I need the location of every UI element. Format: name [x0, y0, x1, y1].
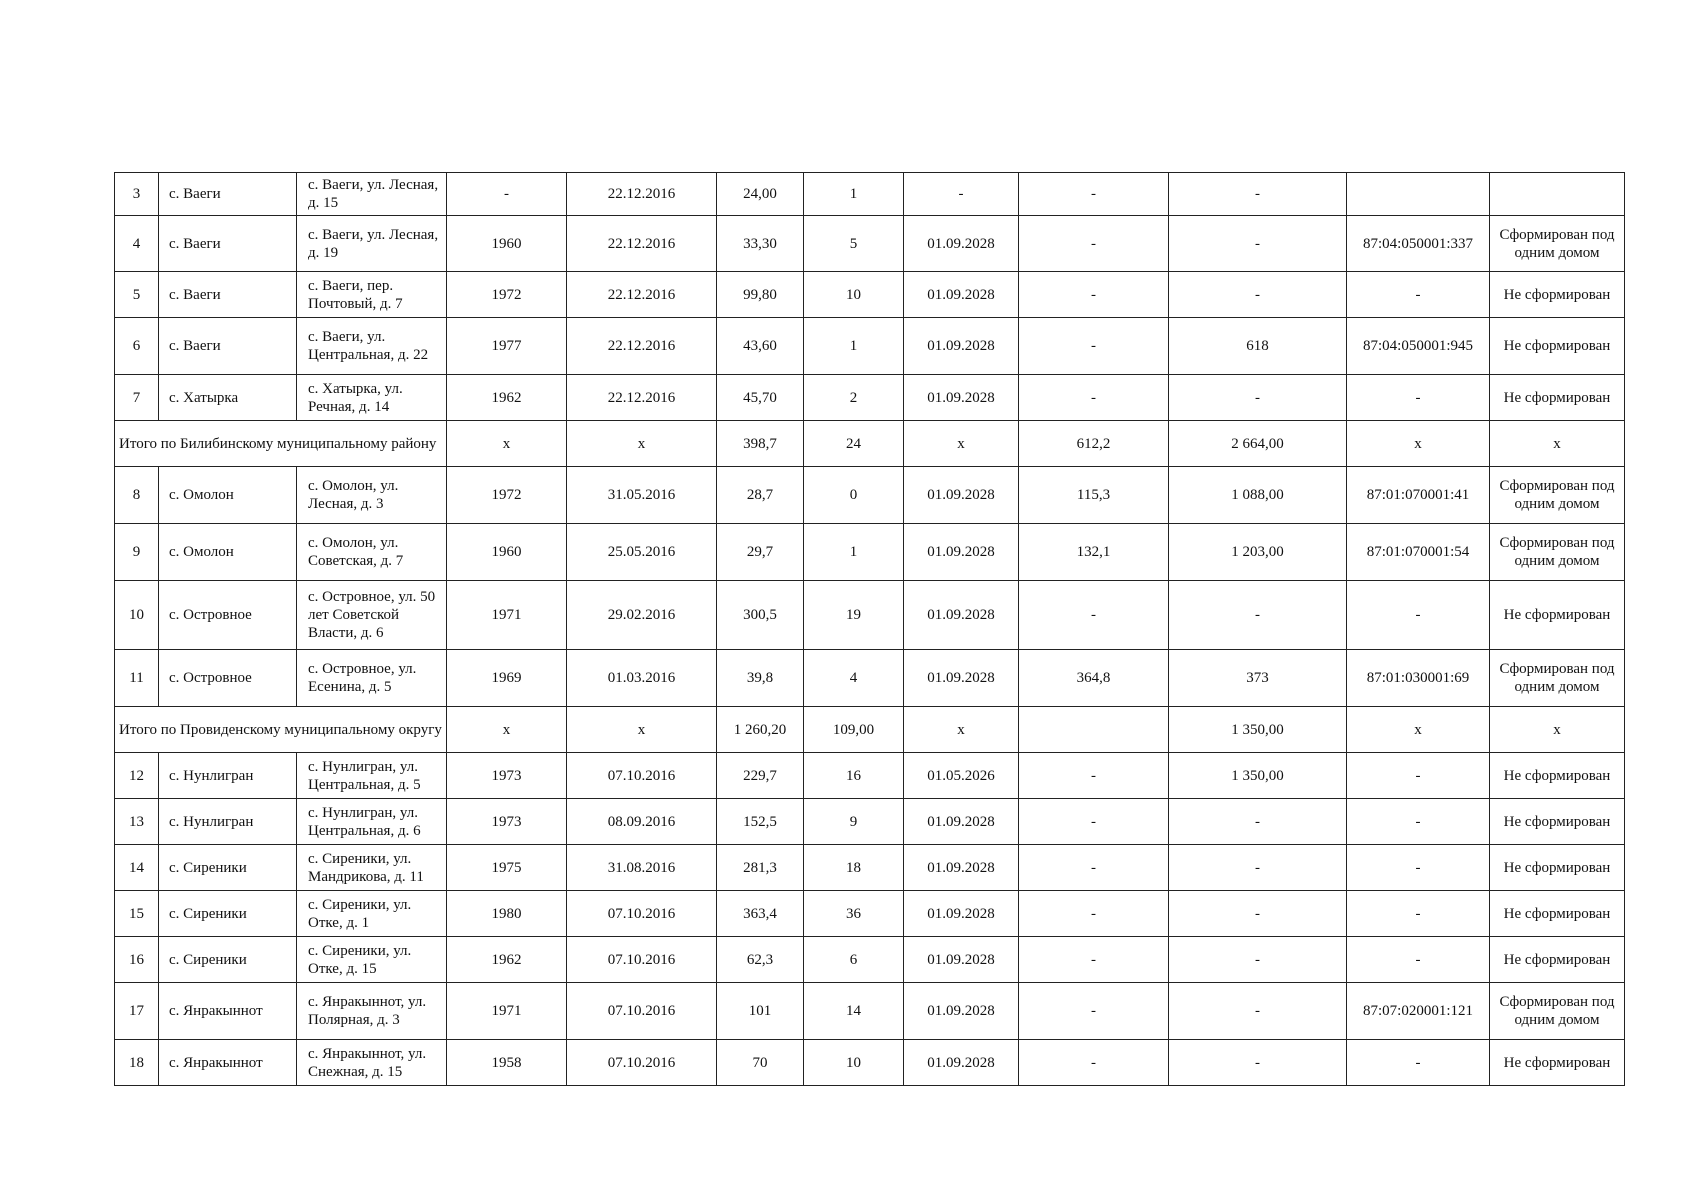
date-cell: 22.12.2016	[567, 375, 717, 421]
year-cell: 1962	[447, 937, 567, 983]
residents-cell: 2	[804, 375, 904, 421]
cost-cell: -	[1169, 983, 1347, 1040]
address-cell: с. Ваеги, ул. Лесная, д. 19	[297, 216, 447, 272]
year-cell: 1973	[447, 799, 567, 845]
residents-cell: 1	[804, 173, 904, 216]
address-cell: с. Ваеги, пер. Почтовый, д. 7	[297, 272, 447, 318]
land-status-cell	[1490, 173, 1625, 216]
date-cell: 22.12.2016	[567, 216, 717, 272]
date-cell: 31.05.2016	[567, 467, 717, 524]
date-cell: 07.10.2016	[567, 983, 717, 1040]
cost-cell: -	[1169, 272, 1347, 318]
year-cell: 1962	[447, 375, 567, 421]
total-row	[115, 707, 1625, 753]
area-cell: 45,70	[717, 375, 804, 421]
residents-cell: 19	[804, 581, 904, 650]
table-row	[115, 891, 1625, 937]
land-status-cell: Сформирован под одним домом	[1490, 650, 1625, 707]
year-cell: 1972	[447, 467, 567, 524]
address-cell: с. Нунлигран, ул. Центральная, д. 6	[297, 799, 447, 845]
settlement-cell: с. Нунлигран	[159, 799, 297, 845]
deadline-cell: -	[904, 173, 1019, 216]
residents-cell: 4	[804, 650, 904, 707]
land-area-cell: -	[1019, 983, 1169, 1040]
deadline-cell: 01.09.2028	[904, 524, 1019, 581]
cadastral-number-cell: x	[1347, 707, 1490, 753]
cost-cell: -	[1169, 173, 1347, 216]
land-status-cell: Не сформирован	[1490, 1040, 1625, 1086]
year-cell: -	[447, 173, 567, 216]
row-number-cell: 13	[115, 799, 159, 845]
land-area-cell: 612,2	[1019, 421, 1169, 467]
settlement-cell: с. Ваеги	[159, 173, 297, 216]
row-number-cell: 18	[115, 1040, 159, 1086]
cost-cell: 1 088,00	[1169, 467, 1347, 524]
land-status-cell: Не сформирован	[1490, 272, 1625, 318]
deadline-cell: 01.09.2028	[904, 845, 1019, 891]
residents-cell: 1	[804, 318, 904, 375]
date-cell: x	[567, 421, 717, 467]
settlement-cell: с. Островное	[159, 650, 297, 707]
total-label: Итого по Билибинскому муниципальному району	[115, 421, 447, 467]
cadastral-number-cell: -	[1347, 799, 1490, 845]
land-area-cell: -	[1019, 318, 1169, 375]
cadastral-number-cell: -	[1347, 845, 1490, 891]
area-cell: 398,7	[717, 421, 804, 467]
row-number-cell: 4	[115, 216, 159, 272]
land-area-cell: 364,8	[1019, 650, 1169, 707]
row-number-cell: 5	[115, 272, 159, 318]
cadastral-number-cell: x	[1347, 421, 1490, 467]
area-cell: 1 260,20	[717, 707, 804, 753]
date-cell: 07.10.2016	[567, 753, 717, 799]
land-area-cell: -	[1019, 937, 1169, 983]
area-cell: 300,5	[717, 581, 804, 650]
settlement-cell: с. Хатырка	[159, 375, 297, 421]
deadline-cell: 01.09.2028	[904, 318, 1019, 375]
address-cell: с. Омолон, ул. Советская, д. 7	[297, 524, 447, 581]
address-cell: с. Омолон, ул. Лесная, д. 3	[297, 467, 447, 524]
cadastral-number-cell: 87:01:030001:69	[1347, 650, 1490, 707]
deadline-cell: x	[904, 421, 1019, 467]
row-number-cell: 8	[115, 467, 159, 524]
land-status-cell: Не сформирован	[1490, 318, 1625, 375]
table-row	[115, 272, 1625, 318]
date-cell: 08.09.2016	[567, 799, 717, 845]
year-cell: 1973	[447, 753, 567, 799]
land-status-cell: Не сформирован	[1490, 937, 1625, 983]
deadline-cell: 01.09.2028	[904, 799, 1019, 845]
total-row	[115, 421, 1625, 467]
settlement-cell: с. Сиреники	[159, 845, 297, 891]
address-cell: с. Нунлигран, ул. Центральная, д. 5	[297, 753, 447, 799]
land-area-cell: -	[1019, 891, 1169, 937]
year-cell: x	[447, 421, 567, 467]
land-area-cell: -	[1019, 799, 1169, 845]
land-area-cell: -	[1019, 845, 1169, 891]
cost-cell: -	[1169, 1040, 1347, 1086]
address-cell: с. Ваеги, ул. Лесная, д. 15	[297, 173, 447, 216]
land-status-cell: Не сформирован	[1490, 845, 1625, 891]
cost-cell: -	[1169, 216, 1347, 272]
residents-cell: 9	[804, 799, 904, 845]
settlement-cell: с. Янракыннот	[159, 1040, 297, 1086]
table-row	[115, 375, 1625, 421]
area-cell: 33,30	[717, 216, 804, 272]
deadline-cell: 01.05.2026	[904, 753, 1019, 799]
area-cell: 101	[717, 983, 804, 1040]
year-cell: 1972	[447, 272, 567, 318]
cost-cell: -	[1169, 845, 1347, 891]
settlement-cell: с. Островное	[159, 581, 297, 650]
land-area-cell	[1019, 707, 1169, 753]
address-cell: с. Ваеги, ул. Центральная, д. 22	[297, 318, 447, 375]
row-number-cell: 15	[115, 891, 159, 937]
area-cell: 29,7	[717, 524, 804, 581]
table-row	[115, 216, 1625, 272]
land-status-cell: Сформирован под одним домом	[1490, 524, 1625, 581]
area-cell: 229,7	[717, 753, 804, 799]
address-cell: с. Янракыннот, ул. Снежная, д. 15	[297, 1040, 447, 1086]
address-cell: с. Сиреники, ул. Отке, д. 15	[297, 937, 447, 983]
cadastral-number-cell: -	[1347, 375, 1490, 421]
deadline-cell: 01.09.2028	[904, 937, 1019, 983]
residents-cell: 14	[804, 983, 904, 1040]
cost-cell: -	[1169, 799, 1347, 845]
land-area-cell: -	[1019, 581, 1169, 650]
land-area-cell: 132,1	[1019, 524, 1169, 581]
residents-cell: 16	[804, 753, 904, 799]
area-cell: 152,5	[717, 799, 804, 845]
settlement-cell: с. Нунлигран	[159, 753, 297, 799]
land-area-cell: -	[1019, 216, 1169, 272]
row-number-cell: 17	[115, 983, 159, 1040]
date-cell: 22.12.2016	[567, 318, 717, 375]
deadline-cell: 01.09.2028	[904, 983, 1019, 1040]
settlement-cell: с. Омолон	[159, 467, 297, 524]
row-number-cell: 6	[115, 318, 159, 375]
deadline-cell: 01.09.2028	[904, 272, 1019, 318]
row-number-cell: 7	[115, 375, 159, 421]
residents-cell: 10	[804, 272, 904, 318]
table-row	[115, 173, 1625, 216]
cadastral-number-cell: -	[1347, 937, 1490, 983]
cadastral-number-cell: -	[1347, 1040, 1490, 1086]
year-cell: 1975	[447, 845, 567, 891]
land-area-cell: -	[1019, 375, 1169, 421]
land-status-cell: Не сформирован	[1490, 891, 1625, 937]
land-area-cell: -	[1019, 753, 1169, 799]
residents-cell: 18	[804, 845, 904, 891]
residents-cell: 5	[804, 216, 904, 272]
year-cell: 1980	[447, 891, 567, 937]
housing-table	[114, 172, 1625, 1086]
table-row	[115, 1040, 1625, 1086]
residents-cell: 0	[804, 467, 904, 524]
row-number-cell: 3	[115, 173, 159, 216]
date-cell: 31.08.2016	[567, 845, 717, 891]
land-status-cell: Не сформирован	[1490, 799, 1625, 845]
settlement-cell: с. Янракыннот	[159, 983, 297, 1040]
residents-cell: 1	[804, 524, 904, 581]
cadastral-number-cell: -	[1347, 272, 1490, 318]
row-number-cell: 14	[115, 845, 159, 891]
area-cell: 28,7	[717, 467, 804, 524]
deadline-cell: 01.09.2028	[904, 650, 1019, 707]
deadline-cell: 01.09.2028	[904, 467, 1019, 524]
cadastral-number-cell: -	[1347, 891, 1490, 937]
address-cell: с. Хатырка, ул. Речная, д. 14	[297, 375, 447, 421]
residents-cell: 6	[804, 937, 904, 983]
table-row	[115, 845, 1625, 891]
land-status-cell: Сформирован под одним домом	[1490, 983, 1625, 1040]
settlement-cell: с. Ваеги	[159, 272, 297, 318]
residents-cell: 24	[804, 421, 904, 467]
year-cell: 1971	[447, 983, 567, 1040]
address-cell: с. Островное, ул. Есенина, д. 5	[297, 650, 447, 707]
date-cell: 22.12.2016	[567, 272, 717, 318]
date-cell: 07.10.2016	[567, 937, 717, 983]
cost-cell: 2 664,00	[1169, 421, 1347, 467]
row-number-cell: 11	[115, 650, 159, 707]
date-cell: 07.10.2016	[567, 1040, 717, 1086]
cadastral-number-cell: 87:01:070001:54	[1347, 524, 1490, 581]
land-area-cell: -	[1019, 272, 1169, 318]
year-cell: 1960	[447, 216, 567, 272]
cadastral-number-cell: 87:04:050001:945	[1347, 318, 1490, 375]
area-cell: 43,60	[717, 318, 804, 375]
table-row	[115, 524, 1625, 581]
residents-cell: 10	[804, 1040, 904, 1086]
settlement-cell: с. Омолон	[159, 524, 297, 581]
residents-cell: 36	[804, 891, 904, 937]
address-cell: с. Островное, ул. 50 лет Советской Власти, д. 6	[297, 581, 447, 650]
land-status-cell: Не сформирован	[1490, 753, 1625, 799]
land-status-cell: Не сформирован	[1490, 581, 1625, 650]
deadline-cell: x	[904, 707, 1019, 753]
cost-cell: 373	[1169, 650, 1347, 707]
deadline-cell: 01.09.2028	[904, 891, 1019, 937]
cost-cell: 1 350,00	[1169, 753, 1347, 799]
residents-cell: 109,00	[804, 707, 904, 753]
deadline-cell: 01.09.2028	[904, 581, 1019, 650]
year-cell: x	[447, 707, 567, 753]
cost-cell: 1 203,00	[1169, 524, 1347, 581]
area-cell: 62,3	[717, 937, 804, 983]
cost-cell: 618	[1169, 318, 1347, 375]
area-cell: 99,80	[717, 272, 804, 318]
address-cell: с. Сиреники, ул. Отке, д. 1	[297, 891, 447, 937]
year-cell: 1969	[447, 650, 567, 707]
deadline-cell: 01.09.2028	[904, 216, 1019, 272]
land-area-cell: 115,3	[1019, 467, 1169, 524]
land-status-cell: Сформирован под одним домом	[1490, 467, 1625, 524]
date-cell: 22.12.2016	[567, 173, 717, 216]
cost-cell: 1 350,00	[1169, 707, 1347, 753]
area-cell: 24,00	[717, 173, 804, 216]
area-cell: 363,4	[717, 891, 804, 937]
cost-cell: -	[1169, 937, 1347, 983]
table-row	[115, 467, 1625, 524]
deadline-cell: 01.09.2028	[904, 375, 1019, 421]
settlement-cell: с. Ваеги	[159, 216, 297, 272]
row-number-cell: 12	[115, 753, 159, 799]
settlement-cell: с. Сиреники	[159, 937, 297, 983]
row-number-cell: 16	[115, 937, 159, 983]
date-cell: 07.10.2016	[567, 891, 717, 937]
area-cell: 281,3	[717, 845, 804, 891]
cadastral-number-cell: -	[1347, 753, 1490, 799]
cost-cell: -	[1169, 375, 1347, 421]
row-number-cell: 10	[115, 581, 159, 650]
table-row	[115, 937, 1625, 983]
land-area-cell: -	[1019, 173, 1169, 216]
total-label: Итого по Провиденскому муниципальному округу	[115, 707, 447, 753]
table-row	[115, 581, 1625, 650]
land-status-cell: x	[1490, 421, 1625, 467]
land-status-cell: x	[1490, 707, 1625, 753]
address-cell: с. Сиреники, ул. Мандрикова, д. 11	[297, 845, 447, 891]
date-cell: 25.05.2016	[567, 524, 717, 581]
area-cell: 70	[717, 1040, 804, 1086]
table-row	[115, 753, 1625, 799]
date-cell: 29.02.2016	[567, 581, 717, 650]
cadastral-number-cell: 87:07:020001:121	[1347, 983, 1490, 1040]
year-cell: 1977	[447, 318, 567, 375]
land-area-cell: -	[1019, 1040, 1169, 1086]
cadastral-number-cell: 87:01:070001:41	[1347, 467, 1490, 524]
table-row	[115, 799, 1625, 845]
year-cell: 1958	[447, 1040, 567, 1086]
table-body	[115, 173, 1625, 1086]
area-cell: 39,8	[717, 650, 804, 707]
cost-cell: -	[1169, 581, 1347, 650]
date-cell: x	[567, 707, 717, 753]
year-cell: 1960	[447, 524, 567, 581]
land-status-cell: Сформирован под одним домом	[1490, 216, 1625, 272]
deadline-cell: 01.09.2028	[904, 1040, 1019, 1086]
cost-cell: -	[1169, 891, 1347, 937]
table-row	[115, 650, 1625, 707]
cadastral-number-cell: 87:04:050001:337	[1347, 216, 1490, 272]
date-cell: 01.03.2016	[567, 650, 717, 707]
table-row	[115, 983, 1625, 1040]
cadastral-number-cell	[1347, 173, 1490, 216]
cadastral-number-cell: -	[1347, 581, 1490, 650]
row-number-cell: 9	[115, 524, 159, 581]
settlement-cell: с. Ваеги	[159, 318, 297, 375]
settlement-cell: с. Сиреники	[159, 891, 297, 937]
land-status-cell: Не сформирован	[1490, 375, 1625, 421]
address-cell: с. Янракыннот, ул. Полярная, д. 3	[297, 983, 447, 1040]
table-row	[115, 318, 1625, 375]
year-cell: 1971	[447, 581, 567, 650]
